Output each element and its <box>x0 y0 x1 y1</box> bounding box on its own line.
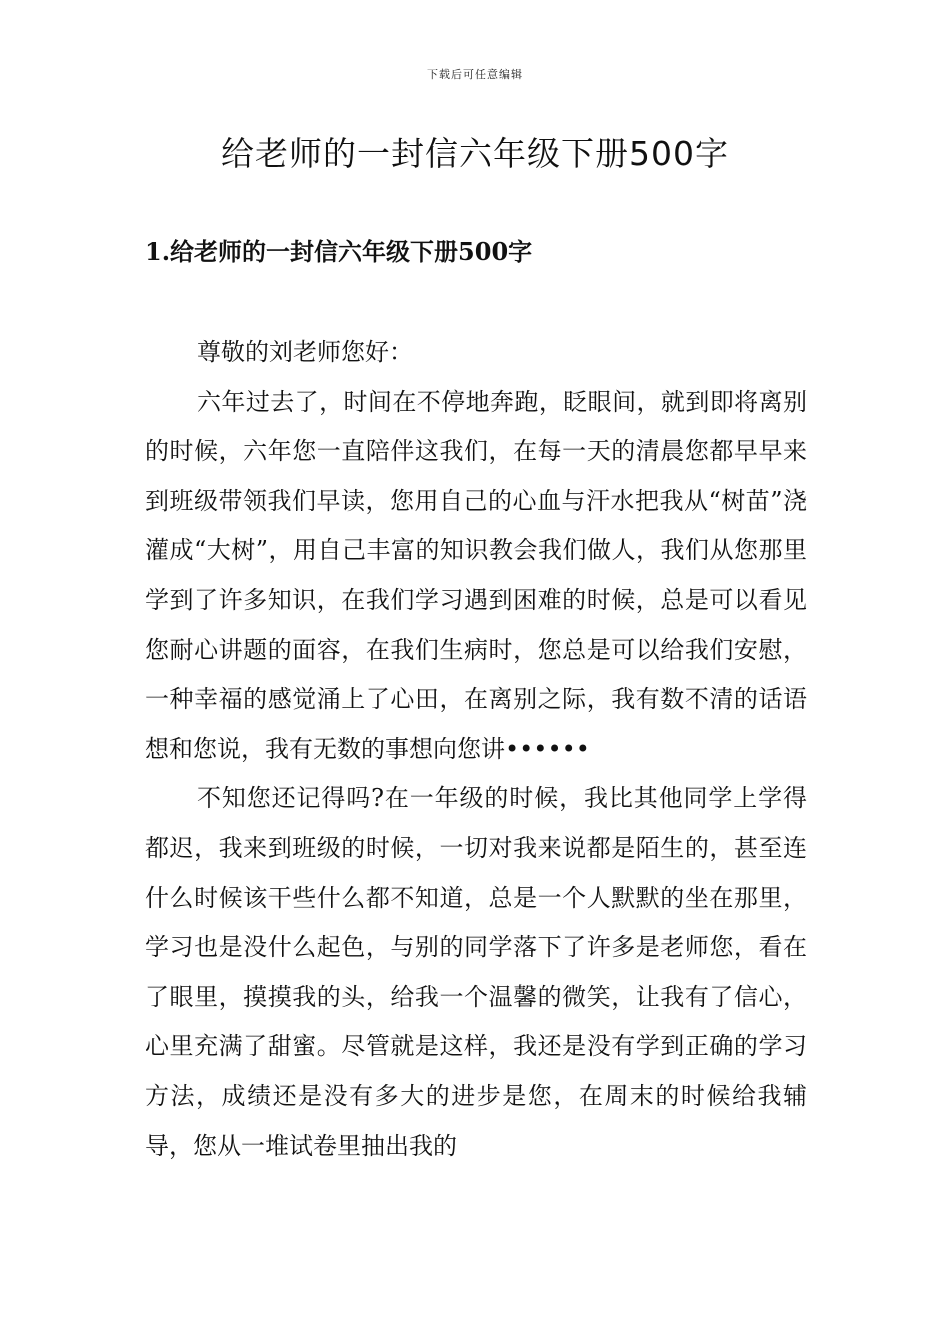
page-header-note: 下载后可任意编辑 <box>427 68 523 81</box>
letter-greeting: 尊敬的刘老师您好： <box>197 338 413 366</box>
letter-paragraph-2: 不知您还记得吗?在一年级的时候，我比其他同学上学得都迟，我来到班级的时候，一切对我来说都是陌生的，甚至连什么时候该干些什么都不知道，总是一个人默默的坐在那里，学习也是没什么起色，与别的同学落下了许多是老师您，看在了眼里，摸摸我的头，给我一个温馨的微笑，让我有了信心，心里充满了甜蜜。尽管就是这样，我还是没有学到正确的学习方法，成绩还是没有多大的进步是您，在周末的时候给我辅导，您从一堆试卷里抽出我的 <box>145 784 807 1160</box>
letter-paragraph-1: 六年过去了，时间在不停地奔跑，眨眼间，就到即将离别的时候，六年您一直陪伴这我们，在每一天的清晨您都早早来到班级带领我们早读，您用自己的心血与汗水把我从“树苗”浇灌成“大树”，用自己丰富的知识教会我们做人，我们从您那里学到了许多知识，在我们学习遇到困难的时候，总是可以看见您耐心讲题的面容，在我们生病时，您总是可以给我们安慰，一种幸福的感觉涌上了心田，在离别之际，我有数不清的话语想和您说，我有无数的事想向您讲•••••• <box>145 387 807 763</box>
letter-body <box>145 328 807 1171</box>
document-title: 给老师的一封信六年级下册500字 <box>221 134 729 173</box>
section-heading: 1.给老师的一封信六年级下册500字 <box>145 237 533 266</box>
